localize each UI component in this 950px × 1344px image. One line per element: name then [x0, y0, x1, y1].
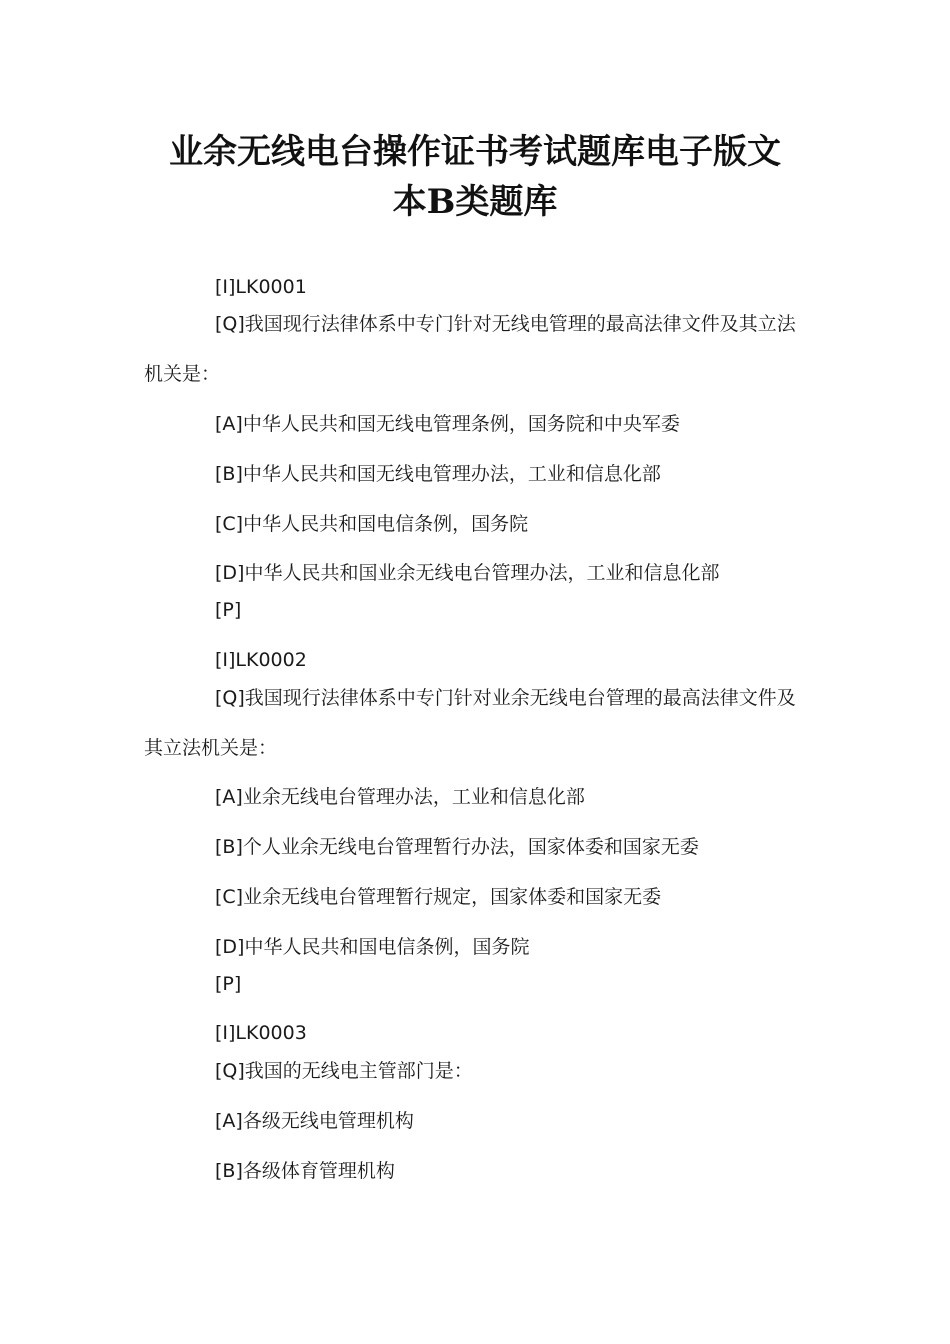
question-text-continued: 其立法机关是：	[144, 737, 278, 759]
question-text: [Q]我国现行法律体系中专门针对业余无线电台管理的最高法律文件及	[215, 687, 796, 709]
answer-option-a: [A]各级无线电管理机构	[215, 1110, 414, 1132]
question-text: [Q]我国的无线电主管部门是：	[215, 1060, 473, 1082]
answer-option-d: [D]中华人民共和国电信条例，国务院	[215, 936, 530, 958]
question-text-continued: 机关是：	[144, 363, 221, 385]
answer-option-a: [A]中华人民共和国无线电管理条例，国务院和中央军委	[215, 413, 680, 435]
answer-option-c: [C]业余无线电台管理暂行规定，国家体委和国家无委	[215, 886, 662, 908]
answer-option-b: [B]个人业余无线电台管理暂行办法，国家体委和国家无委	[215, 836, 699, 858]
answer-marker-p: [P]	[215, 973, 242, 995]
title-line-2: 本B类题库	[392, 182, 558, 222]
answer-option-b: [B]各级体育管理机构	[215, 1160, 395, 1182]
answer-option-b: [B]中华人民共和国无线电管理办法，工业和信息化部	[215, 463, 661, 485]
title-line-1: 业余无线电台操作证书考试题库电子版文	[169, 132, 781, 172]
question-id: [I]LK0001	[215, 276, 307, 298]
answer-marker-p: [P]	[215, 599, 242, 621]
answer-option-d: [D]中华人民共和国业余无线电台管理办法，工业和信息化部	[215, 562, 720, 584]
answer-option-c: [C]中华人民共和国电信条例，国务院	[215, 513, 529, 535]
question-id: [I]LK0002	[215, 649, 307, 671]
answer-option-a: [A]业余无线电台管理办法，工业和信息化部	[215, 786, 585, 808]
question-id: [I]LK0003	[215, 1022, 307, 1044]
document-title	[0, 127, 950, 227]
question-text: [Q]我国现行法律体系中专门针对无线电管理的最高法律文件及其立法	[215, 313, 796, 335]
